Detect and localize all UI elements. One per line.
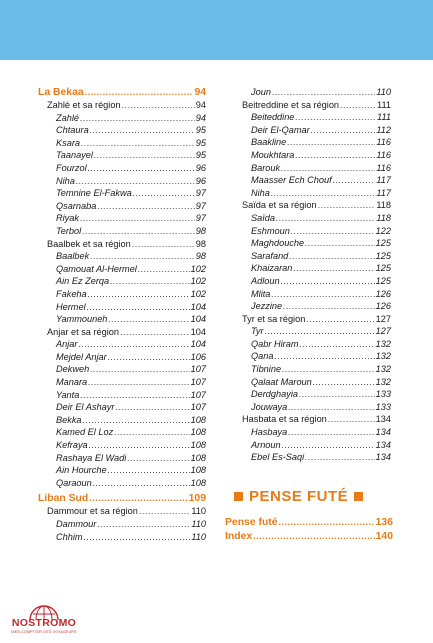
toc-place-entry[interactable]: [38, 477, 206, 490]
toc-place-entry[interactable]: [233, 262, 391, 275]
toc-entry-label: Fakeha: [56, 288, 87, 299]
toc-place-entry[interactable]: [38, 414, 206, 427]
toc-entry-page: 126: [375, 301, 391, 312]
dot-leader: [281, 275, 375, 288]
toc-place-entry[interactable]: [38, 250, 206, 263]
dot-leader: [78, 338, 189, 351]
toc-entry-label: Riyak: [56, 213, 79, 224]
toc-entry-page: 108: [190, 414, 206, 425]
toc-entry-page: 102: [190, 288, 206, 299]
toc-entry-label: Chhim: [56, 531, 83, 542]
toc-place-entry[interactable]: [233, 426, 391, 439]
toc-entry-page: 102: [190, 263, 206, 274]
toc-entry-page: 132: [375, 364, 391, 375]
toc-place-entry[interactable]: [38, 401, 206, 414]
toc-entry-page: 107: [190, 377, 206, 388]
toc-entry-page: 96: [195, 162, 206, 173]
toc-entry-page: 118: [376, 200, 391, 211]
square-bullet-icon: [354, 492, 363, 501]
toc-place-entry[interactable]: [38, 464, 206, 477]
logo-tagline: WEB COMPTOIR DES VOYAGEURS: [11, 630, 77, 634]
toc-entry-label: Ain Hourche: [56, 465, 107, 476]
toc-entry-label: Dammour et sa région: [47, 506, 138, 517]
toc-entry-label: Taanayel: [56, 150, 93, 161]
toc-place-entry[interactable]: [38, 351, 206, 364]
toc-entry-label: Jouwaya: [251, 401, 288, 412]
toc-place-entry[interactable]: [38, 225, 206, 238]
dot-leader: [89, 439, 190, 452]
toc-place-entry[interactable]: [233, 250, 391, 263]
toc-entry-label: Moukhtara: [251, 149, 295, 160]
toc-entry-page: 116: [376, 149, 391, 160]
toc-place-entry[interactable]: [38, 124, 206, 137]
toc-entry-label: Qabr Hiram: [251, 338, 299, 349]
dot-leader: [122, 99, 195, 112]
dot-leader: [85, 86, 194, 99]
toc-place-entry[interactable]: [38, 439, 206, 452]
dot-leader: [283, 300, 375, 313]
toc-place-entry[interactable]: [38, 175, 206, 188]
toc-entry-page: 110: [376, 87, 391, 97]
toc-place-entry[interactable]: [233, 288, 391, 301]
toc-entry-page: 116: [376, 137, 391, 148]
toc-entry-page: 110: [191, 531, 206, 542]
toc-entry-page: 127: [375, 326, 391, 337]
toc-entry-page: 97: [195, 213, 206, 224]
toc-entry-label: Hasbaya: [251, 427, 288, 438]
dot-leader: [291, 225, 375, 238]
toc-place-entry[interactable]: [233, 451, 391, 464]
toc-entry-page: 95: [195, 137, 206, 148]
toc-entry-page: 94: [194, 87, 206, 98]
dot-leader: [90, 250, 195, 263]
toc-entry-label: Manara: [56, 377, 88, 388]
dot-leader: [80, 212, 195, 225]
toc-entry-label: Qalaat Maroun: [251, 376, 312, 387]
dot-leader: [81, 137, 195, 150]
toc-entry-label: Mlita: [251, 288, 271, 299]
dot-leader: [108, 351, 190, 364]
toc-left-column: [38, 86, 206, 543]
toc-entry-page: 132: [375, 338, 391, 349]
toc-place-entry[interactable]: [38, 452, 206, 465]
toc-entry-label: Index: [225, 531, 253, 542]
toc-entry-page: 94: [195, 112, 206, 123]
dot-leader: [89, 492, 187, 505]
toc-place-entry[interactable]: [233, 111, 391, 124]
dot-leader: [90, 124, 195, 137]
dot-leader: [295, 149, 375, 162]
dot-leader: [288, 401, 374, 414]
dot-leader: [139, 505, 190, 518]
dot-leader: [80, 112, 195, 125]
toc-entry-label: Qsarnaba: [56, 200, 97, 211]
dot-leader: [305, 237, 375, 250]
toc-region-entry[interactable]: [233, 199, 391, 212]
toc-entry-page: 95: [195, 125, 206, 136]
toc-entry-label: Ain Ez Zerqa: [56, 276, 110, 287]
toc-entry-page: 110: [191, 519, 206, 529]
toc-place-entry[interactable]: [233, 162, 391, 175]
toc-place-entry[interactable]: [233, 225, 391, 238]
toc-region-entry[interactable]: [38, 238, 206, 251]
toc-entry-page: 112: [376, 124, 391, 135]
toc-entry-page: 134: [375, 427, 391, 438]
toc-place-entry[interactable]: [233, 187, 391, 200]
toc-entry-label: Yammouneh: [56, 314, 108, 325]
toc-entry-page: 96: [195, 175, 206, 186]
toc-entry-page: 111: [377, 99, 391, 110]
publisher-logo: [4, 603, 84, 641]
toc-entry-label: Barouk: [251, 162, 281, 173]
toc-entry-label: Anjar et sa région: [47, 326, 120, 337]
toc-entry-index[interactable]: [225, 529, 393, 543]
toc-place-entry[interactable]: [38, 389, 206, 402]
toc-entry-label: Liban Sud: [38, 493, 89, 505]
toc-entry-page: 117: [376, 187, 391, 198]
toc-entry-label: Hasbata et sa région: [242, 414, 327, 425]
dot-leader: [94, 149, 195, 162]
toc-entry-label: Sarafand: [251, 250, 289, 261]
toc-entry-label: Rashaya El Wadi: [56, 452, 127, 463]
toc-place-entry[interactable]: [38, 275, 206, 288]
toc-place-entry[interactable]: [233, 124, 391, 137]
dot-leader: [279, 515, 375, 529]
toc-place-entry[interactable]: [38, 531, 206, 544]
toc-entry-label: Maghdouche: [251, 238, 305, 249]
toc-place-entry[interactable]: [233, 439, 391, 452]
dot-leader: [306, 313, 374, 326]
toc-entry-label: Fourzol: [56, 162, 87, 173]
toc-entry-label: Pense futé: [225, 517, 278, 528]
toc-entry-label: Dammour: [56, 519, 97, 529]
dot-leader: [299, 388, 375, 401]
dot-leader: [108, 464, 190, 477]
toc-entry-page: 136: [375, 517, 393, 528]
toc-entry-page: 134: [375, 414, 391, 425]
toc-place-entry[interactable]: [38, 301, 206, 314]
toc-entry-page: 122: [375, 225, 391, 236]
toc-entry-label: Qaraoun: [56, 477, 92, 488]
toc-entry-label: Beitreddine et sa région: [242, 99, 340, 110]
dot-leader: [328, 413, 375, 426]
toc-entry-label: Terbol: [56, 225, 82, 236]
toc-entry-page: 116: [376, 162, 391, 173]
dot-leader: [288, 426, 374, 439]
toc-entry-page: 140: [375, 531, 393, 542]
toc-entry-label: Khaizaran: [251, 263, 293, 274]
square-bullet-icon: [234, 492, 243, 501]
toc-entry-label: Beiteddine: [251, 112, 295, 123]
toc-entry-label: Qana: [251, 351, 274, 362]
toc-entry-page: 117: [376, 175, 391, 186]
toc-entry-page: 95: [195, 150, 206, 161]
pense-fute-title: PENSE FUTÉ: [249, 488, 349, 505]
toc-place-entry[interactable]: [38, 518, 206, 531]
dot-leader: [84, 531, 191, 544]
dot-leader: [88, 162, 195, 175]
toc-entry-label: Anjar: [56, 339, 78, 350]
toc-entry-page: 125: [375, 238, 391, 249]
dot-leader: [274, 350, 374, 363]
toc-place-entry[interactable]: [233, 149, 391, 162]
toc-place-entry[interactable]: [233, 388, 391, 401]
toc-entry-label: Ebel Es-Saqi: [251, 452, 305, 463]
dot-leader: [318, 199, 376, 212]
toc-entry-page: 104: [190, 301, 206, 312]
toc-entry-page: 104: [190, 339, 206, 350]
toc-region-entry[interactable]: [233, 413, 391, 426]
dot-leader: [138, 263, 190, 276]
toc-entry-page: 109: [188, 493, 206, 505]
toc-entry-page: 102: [190, 276, 206, 287]
toc-place-entry[interactable]: [233, 350, 391, 363]
dot-leader: [265, 325, 375, 338]
dot-leader: [272, 86, 375, 99]
toc-entry-label: La Bekaa: [38, 87, 84, 98]
dot-leader: [271, 187, 375, 200]
dot-leader: [80, 389, 189, 402]
toc-entry-label: Joun: [251, 87, 271, 97]
toc-entry-page: 125: [375, 250, 391, 261]
toc-entry-pense-fute[interactable]: [225, 515, 393, 529]
dot-leader: [97, 200, 194, 213]
toc-entry-page: 118: [376, 212, 391, 223]
toc-entry-page: 108: [190, 427, 206, 438]
dot-leader: [127, 452, 189, 465]
toc-entry-label: Adloun: [251, 275, 280, 286]
toc-right-column: [233, 86, 391, 464]
toc-place-entry[interactable]: [233, 376, 391, 389]
dot-leader: [114, 426, 189, 439]
dot-leader: [90, 363, 189, 376]
dot-leader: [97, 518, 190, 531]
dot-leader: [293, 262, 374, 275]
toc-region-entry[interactable]: [38, 505, 206, 518]
toc-place-entry[interactable]: [38, 200, 206, 213]
dot-leader: [83, 414, 190, 427]
toc-place-entry[interactable]: [38, 263, 206, 276]
toc-entry-page: 126: [375, 288, 391, 299]
toc-place-entry[interactable]: [233, 275, 391, 288]
toc-entry-page: 134: [375, 439, 391, 450]
toc-place-entry[interactable]: [38, 162, 206, 175]
toc-entry-label: Chtaura: [56, 125, 89, 136]
toc-entry-label: Saïda et sa région: [242, 200, 317, 211]
toc-entry-page: 132: [375, 351, 391, 362]
toc-entry-label: Tyr et sa région: [242, 313, 306, 324]
toc-entry-page: 125: [375, 275, 391, 286]
dot-leader: [311, 124, 376, 137]
toc-entry-page: 98: [195, 238, 206, 249]
toc-region-entry[interactable]: [38, 99, 206, 112]
toc-entry-page: 98: [195, 225, 206, 236]
toc-region-entry[interactable]: [38, 326, 206, 339]
toc-entry-page: 107: [190, 402, 206, 413]
dot-leader: [132, 238, 195, 251]
toc-place-entry[interactable]: [38, 288, 206, 301]
toc-entry-label: Deir El Ashayr: [56, 402, 115, 413]
toc-place-entry[interactable]: [38, 137, 206, 150]
toc-place-entry[interactable]: [233, 338, 391, 351]
toc-place-entry[interactable]: [233, 212, 391, 225]
toc-place-entry[interactable]: [38, 363, 206, 376]
dot-leader: [271, 288, 374, 301]
dot-leader: [340, 99, 376, 112]
toc-place-entry[interactable]: [38, 112, 206, 125]
toc-entry-label: Qamouat Al-Hermel: [56, 263, 137, 274]
toc-entry-label: Temnine El-Fakwa: [56, 188, 132, 199]
toc-place-entry[interactable]: [38, 212, 206, 225]
toc-entry-label: Niha: [56, 175, 75, 186]
toc-place-entry[interactable]: [38, 187, 206, 200]
toc-entry-label: Baalbek: [56, 251, 90, 262]
dot-leader: [120, 326, 190, 339]
dot-leader: [299, 338, 374, 351]
toc-place-entry[interactable]: [233, 401, 391, 414]
toc-entry-label: Baalbek et sa région: [47, 238, 131, 249]
toc-entry-page: 104: [190, 326, 206, 337]
pense-fute-entries: [225, 515, 393, 543]
dot-leader: [88, 288, 190, 301]
toc-entry-label: Dekweh: [56, 364, 90, 375]
logo-name: NOSTROMO: [11, 617, 77, 629]
toc-entry-label: Zahlé: [56, 112, 79, 123]
dot-leader: [313, 376, 375, 389]
toc-region-entry[interactable]: [233, 313, 391, 326]
toc-place-entry[interactable]: [38, 149, 206, 162]
toc-entry-label: Kefraya: [56, 440, 88, 451]
toc-entry-label: Tibnine: [251, 364, 282, 375]
toc-entry-page: 108: [190, 440, 206, 451]
toc-entry-label: Arnoun: [251, 439, 281, 450]
toc-entry-page: 104: [190, 314, 206, 325]
toc-entry-page: 98: [195, 251, 206, 262]
toc-entry-label: Bekka: [56, 414, 82, 425]
toc-entry-page: 132: [375, 376, 391, 387]
toc-entry-label: Ksara: [56, 137, 81, 148]
toc-entry-label: Hermel: [56, 301, 86, 312]
toc-entry-page: 111: [377, 112, 391, 123]
toc-place-entry[interactable]: [38, 338, 206, 351]
dot-leader: [289, 250, 374, 263]
dot-leader: [287, 136, 375, 149]
toc-entry-page: 106: [190, 351, 206, 362]
toc-place-entry[interactable]: [233, 174, 391, 187]
toc-entry-label: Kamed El Loz: [56, 427, 114, 438]
dot-leader: [76, 175, 195, 188]
dot-leader: [295, 111, 376, 124]
dot-leader: [282, 439, 375, 452]
toc-region-entry[interactable]: [233, 99, 391, 112]
dot-leader: [110, 275, 190, 288]
toc-entry-page: 97: [195, 188, 206, 199]
toc-entry-label: Saïda: [251, 212, 276, 223]
toc-place-entry[interactable]: [233, 136, 391, 149]
toc-entry-label: Yanta: [56, 389, 80, 400]
toc-entry-page: 94: [195, 100, 206, 110]
dot-leader: [281, 162, 375, 175]
dot-leader: [253, 529, 375, 543]
toc-entry-label: Tyr: [251, 326, 264, 337]
dot-leader: [87, 301, 190, 314]
pense-fute-heading: [228, 488, 369, 505]
toc-section-heading[interactable]: [38, 492, 206, 505]
toc-entry-page: 108: [190, 452, 206, 463]
toc-entry-label: Jezzine: [251, 301, 283, 312]
dot-leader: [115, 401, 189, 414]
toc-place-entry[interactable]: [233, 325, 391, 338]
toc-entry-page: 110: [191, 506, 206, 517]
toc-place-entry[interactable]: [38, 313, 206, 326]
toc-place-entry[interactable]: [38, 426, 206, 439]
dot-leader: [333, 174, 376, 187]
toc-entry-page: 108: [190, 465, 206, 476]
toc-place-entry[interactable]: [233, 300, 391, 313]
dot-leader: [108, 313, 189, 326]
toc-place-entry[interactable]: [38, 376, 206, 389]
toc-entry-page: 107: [190, 389, 206, 400]
dot-leader: [282, 363, 375, 376]
toc-place-entry[interactable]: [233, 237, 391, 250]
dot-leader: [133, 187, 195, 200]
toc-entry-label: Maasser Ech Chouf: [251, 175, 332, 186]
toc-entry-page: 108: [190, 477, 206, 488]
toc-entry-label: Zahlé et sa région: [47, 100, 121, 110]
toc-entry-label: Deir El-Qamar: [251, 124, 310, 135]
toc-entry-label: Niha: [251, 187, 270, 198]
toc-entry-page: 125: [375, 263, 391, 274]
toc-entry-page: 97: [195, 200, 206, 211]
dot-leader: [88, 376, 190, 389]
toc-section-heading[interactable]: [38, 86, 206, 99]
toc-entry-page: 127: [375, 313, 391, 324]
toc-entry-label: Mejdel Anjar: [56, 351, 107, 362]
toc-entry-page: 133: [375, 401, 391, 412]
toc-entry-page: 107: [190, 364, 206, 375]
dot-leader: [93, 477, 190, 490]
toc-entry-label: Eshmoun: [251, 225, 290, 236]
dot-leader: [82, 225, 195, 238]
toc-entry-label: Derdghayia: [251, 389, 298, 400]
toc-entry-label: Baakline: [251, 137, 287, 148]
toc-entry-page: 134: [375, 452, 391, 463]
toc-place-entry[interactable]: [233, 86, 391, 99]
toc-entry-page: 133: [375, 389, 391, 400]
dot-leader: [305, 451, 375, 464]
dot-leader: [276, 212, 375, 225]
toc-place-entry[interactable]: [233, 363, 391, 376]
header-banner: [0, 0, 433, 60]
